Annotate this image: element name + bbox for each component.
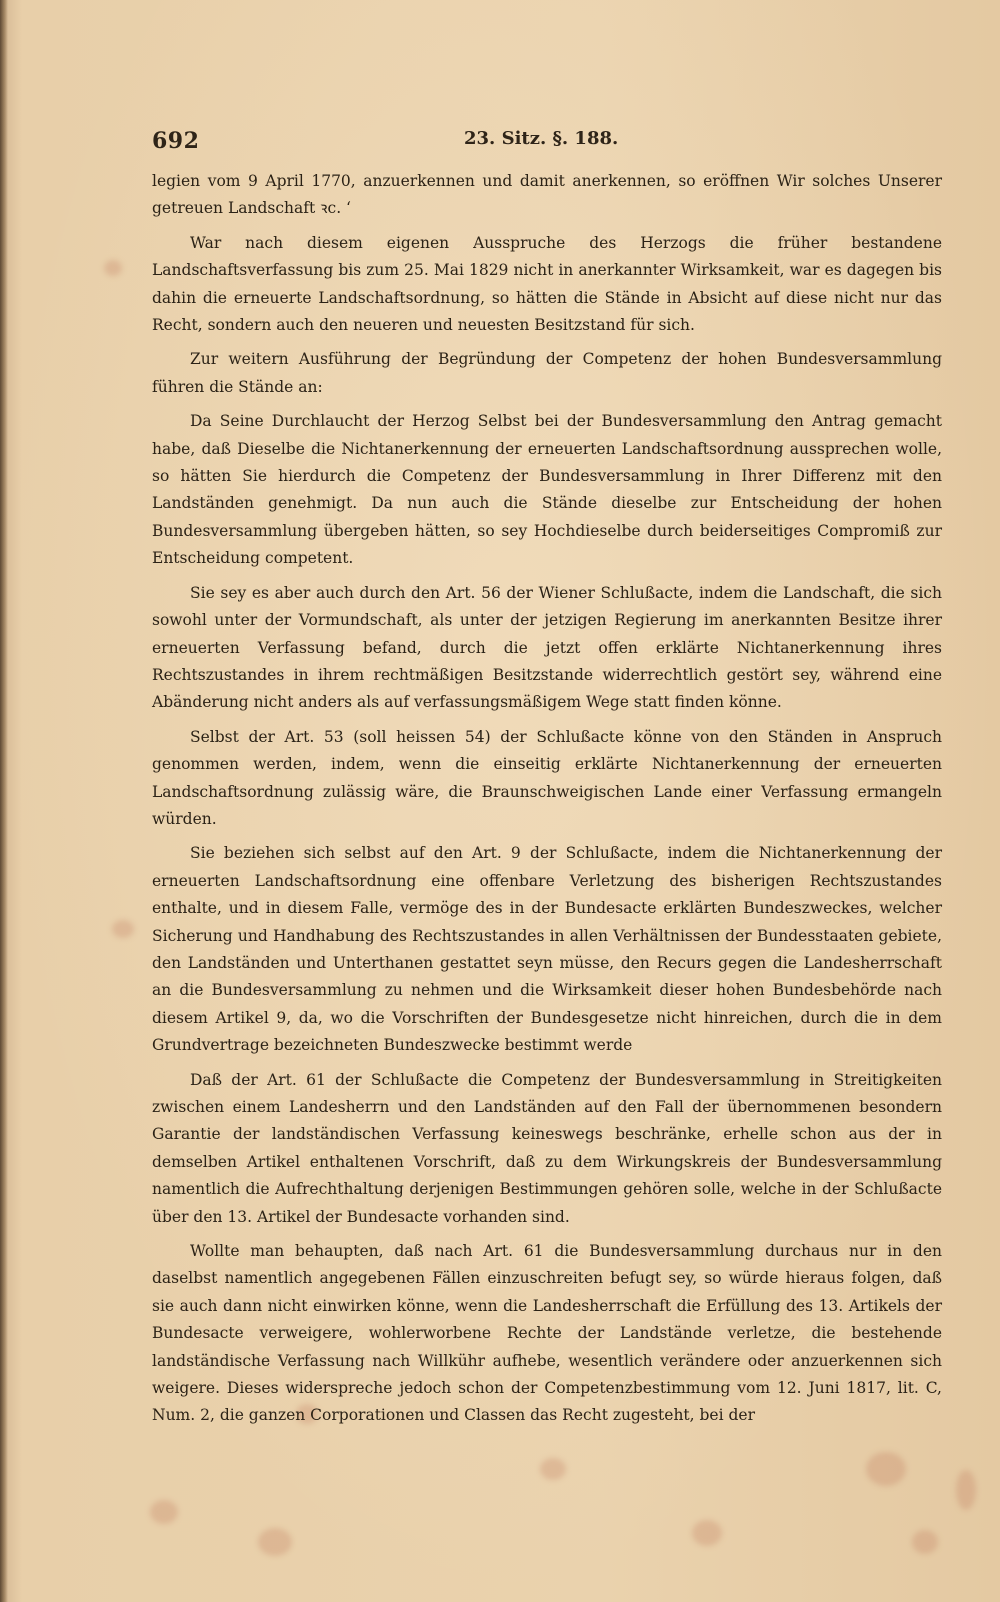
paragraph: Sie sey es aber auch durch den Art. 56 der Wiener Schlußacte, indem die Landschaft, die sich sowohl unter der Vormundschaft, als unter der jetzigen Regierung im anerkannten Besitze ihrer erneuerten Verfassung befand, durch die jetzt offen erklärte Nichtanerkennung ihres Rechtszustandes in ihrem rechtmäßigen Besitzstande widerrechtlich gestört sey, während eine Abänderung nicht anders als auf verfassungsmäßigem Wege statt finden könne. — [152, 583, 942, 712]
foxing-stain — [692, 1520, 722, 1546]
foxing-stain — [866, 1452, 906, 1486]
foxing-stain — [150, 1500, 178, 1524]
foxing-stain — [104, 260, 122, 276]
paragraph: Selbst der Art. 53 (soll heissen 54) der Schlußacte könne von den Ständen in Anspruch genommen werden, indem, wenn die einseitig erklärte Nichtanerkennung der erneuerten Landschaftsordnung zulässig wäre, die Braunschweigischen Lande einer Verfassung ermangeln würden. — [152, 727, 942, 828]
paragraph: War nach diesem eigenen Ausspruche des Herzogs die früher bestandene Landschaftsverfassung bis zum 25. Mai 1829 nicht in anerkannter Wirksamkeit, war es dagegen bis dahin die erneuerte Landschaftsordnung, so hätten die Stände in Absicht auf diese nicht nur das Recht, sondern auch den neueren und neuesten Besitzstand für sich. — [152, 233, 942, 335]
paragraph: Sie beziehen sich selbst auf den Art. 9 der Schlußacte, indem die Nichtanerkennung der erneuerten Landschaftsordnung eine offenbare Verletzung des bisherigen Rechtszustandes enthalte, und in diesem Falle, vermöge des in der Bundesacte erklärten Bundeszweckes, welcher Sicherung und Handhabung des Rechtszustandes in allen Verhältnissen der Bundesstaaten gebiete, den Landständen und Unterthanen gestattet seyn müsse, den Recurs gegen die Landesherrschaft an die Bundesversammlung zu nehmen und die Wirksamkeit dieser hohen Bundesbehörde nach diesem Artikel 9, da, wo die Vorschriften der Bundesgesetze nicht hinreichen, durch die in dem Grundvertrage bezeichneten Bundeszwecke bestimmt werde — [152, 844, 942, 1055]
body-text — [152, 168, 942, 1437]
foxing-stain — [258, 1528, 292, 1556]
page-header — [152, 124, 952, 160]
paragraph: Da Seine Durchlaucht der Herzog Selbst bei der Bundesversammlung den Antrag gemacht habe, daß Dieselbe die Nichtanerkennung der erneuerten Landschaftsordnung aussprechen wolle, so hätten Sie hierdurch die Competenz der Bundesversammlung in Ihrer Differenz mit den Landständen genehmigt. Da nun auch die Stände dieselbe zur Entscheidung der hohen Bundesversammlung übergeben hätten, so sey Hochdieselbe durch beiderseitiges Compromiß zur Entscheidung competent. — [152, 412, 942, 568]
paragraph: Wollte man behaupten, daß nach Art. 61 die Bundesversammlung durchaus nur in den daselbst namentlich angegebenen Fällen einzuschreiten befugt sey, so würde hieraus folgen, daß sie auch dann nicht einwirken könne, wenn die Landesherrschaft die Erfüllung des 13. Artikels der Bundesacte verweigere, wohlerworbene Rechte der Landstände verletze, die bestehende landständische Verfassung nach Willkühr aufhebe, wesentlich verändere oder anzuerkennen sich weigere. Dieses widerspreche jedoch schon der Competenzbestimmung vom 12. Juni 1817, lit. C, Num. 2, die ganzen Corporationen und Classen das Recht zugesteht, bei der — [152, 1242, 942, 1425]
paragraph: Daß der Art. 61 der Schlußacte die Competenz der Bundesversammlung in Streitigkeiten zwischen einem Landesherrn und den Landständen auf den Fall der übernommenen besondern Garantie der landständischen Verfassung keineswegs beschränke, erhelle schon aus der in demselben Artikel enthaltenen Vorschrift, daß zu dem Wirkungskreis der Bundesversammlung namentlich die Aufrechthaltung derjenigen Bestimmungen gehören solle, welche in der Schlußacte über den 13. Artikel der Bundesacte vorhanden sind. — [152, 1070, 942, 1226]
page-binding-edge — [0, 0, 8, 1602]
running-head: 23. Sitz. §. 188. — [464, 128, 619, 149]
paragraph: legien vom 9 April 1770, anzuerkennen und damit anerkennen, so eröffnen Wir solches Unserer getreuen Landschaft ꝛc. ‘ — [152, 172, 942, 218]
foxing-stain — [912, 1530, 938, 1554]
foxing-stain — [540, 1458, 566, 1480]
foxing-stain — [112, 920, 134, 938]
foxing-stain — [956, 1470, 976, 1510]
paragraph: Zur weitern Ausführung der Begründung der Competenz der hohen Bundesversammlung führen die Stände an: — [152, 350, 942, 396]
page-number: 692 — [152, 128, 200, 154]
